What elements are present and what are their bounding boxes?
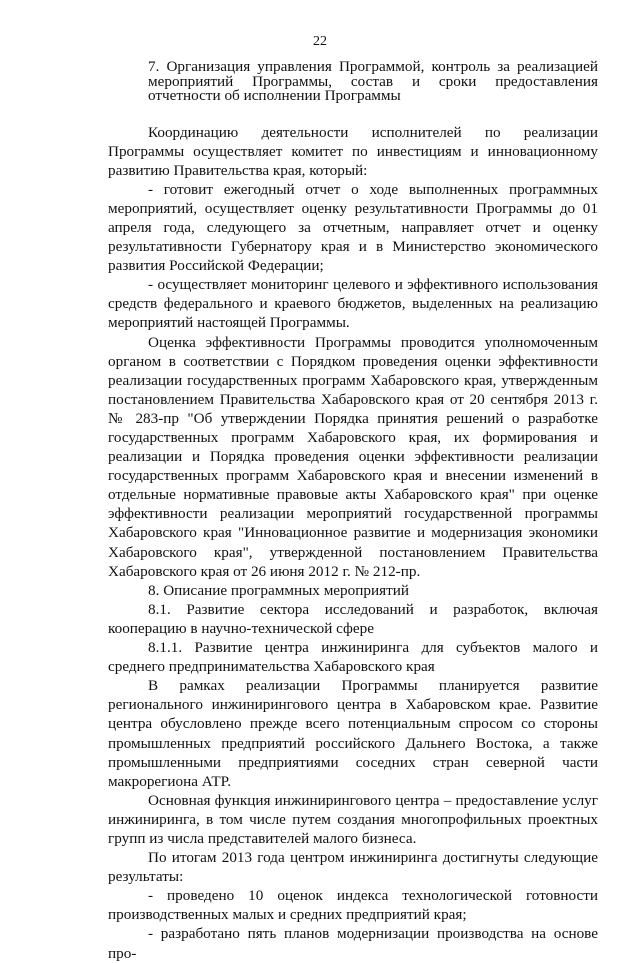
list-item: - готовит ежегодный отчет о ходе выполненных программных мероприятий, осуществляет оценку результативности Программы до 01 апреля года, следующего за отчетным, направляет отчет и оценку результативности Губернатору края и в Министерство экономического развития Российской Федерации; [108,180,598,275]
subsection-8-1-1-heading: 8.1.1. Развитие центра инжиниринга для субъектов малого и среднего предпринимательства Хабаровского края [108,639,598,676]
paragraph: Координацию деятельности исполнителей по реализации Программы осуществляет комитет по инвестициям и инновационному развитию Правительства края, который: [108,123,598,179]
list-item: - осуществляет мониторинг целевого и эффективного использования средств федерального и краевого бюджетов, выделенных на реализацию мероприятий настоящей Программы. [108,276,598,332]
section-7-heading: 7. Организация управления Программой, контроль за реализацией мероприятий Программы, состав и сроки предоставления отчетности об исполнении Программы [148,58,598,104]
page-number: 22 [313,34,327,49]
document-body [108,60,598,963]
paragraph: В рамках реализации Программы планируется развитие регионального инжинирингового центра в Хабаровском крае. Развитие центра обусловлено прежде всего потенциальным спросом со стороны промышленных предприятий российского Дальнего Востока, а также промышленными предприятиями соседних стран северной части макрорегиона АТР. [108,677,598,790]
list-item: - проведено 10 оценок индекса технологической готовности производственных малых и средних предприятий края; [108,887,598,924]
list-item: - разработано пять планов модернизации производства на основе про- [108,925,598,962]
paragraph: По итогам 2013 года центром инжиниринга достигнуты следующие результаты: [108,849,598,886]
subsection-8-1-heading: 8.1. Развитие сектора исследований и разработок, включая кооперацию в научно-технической сфере [108,600,598,637]
paragraph: Оценка эффективности Программы проводится уполномоченным органом в соответствии с Порядком проведения оценки эффективности реализации государственных программ Хабаровского края, утвержденным постановлением Правительства Хабаровского края от 20 сентября 2013 г. № 283-пр "Об утверждении Порядка принятия решений о разработке государственных программ Хабаровского края, их формирования и реализации и Порядка проведения оценки эффективности реализации государственных программ Хабаровского края и внесении изменений в отдельные нормативные правовые акты Хабаровского края" при оценке эффективности реализации мероприятий государственной программы Хабаровского края "Инновационное развитие и модернизация экономики Хабаровского края", утвержденной постановлением Правительства Хабаровского края от 26 июня 2012 г. № 212-пр. [108,333,598,580]
section-8-heading: 8. Описание программных мероприятий [148,581,409,599]
paragraph: Основная функция инжинирингового центра – предоставление услуг инжиниринга, в том числе путем создания многопрофильных проектных групп из числа представителей малого бизнеса. [108,791,598,847]
